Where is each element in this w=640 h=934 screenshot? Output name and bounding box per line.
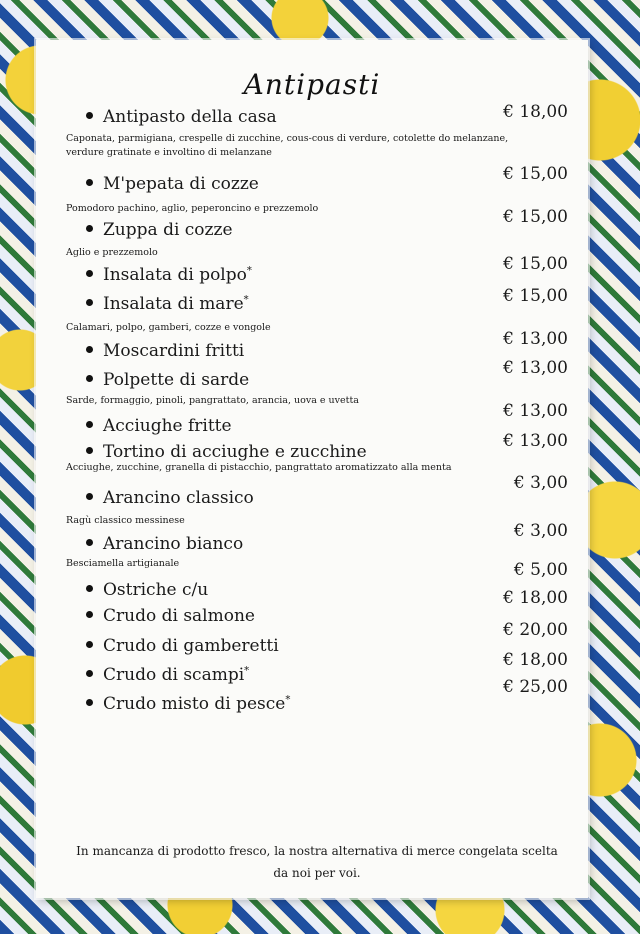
item-price: € 15,00 <box>503 286 568 306</box>
menu-item <box>86 416 232 436</box>
item-price: € 3,00 <box>513 521 568 541</box>
item-description: Acciughe, zucchine, granella di pistacchio, pangrattato aromatizzato alla menta <box>66 462 452 473</box>
item-name: Moscardini fritti <box>103 341 245 361</box>
menu-page <box>36 40 588 898</box>
bullet-icon <box>86 539 93 546</box>
bullet-icon <box>86 421 93 428</box>
item-price: € 15,00 <box>503 254 568 274</box>
item-price: € 13,00 <box>503 358 568 378</box>
item-name: Insalata di polpo <box>103 265 247 285</box>
menu-item <box>86 442 367 462</box>
item-price: € 20,00 <box>503 620 568 640</box>
bullet-icon <box>86 670 93 677</box>
item-name: Crudo di gamberetti <box>103 636 279 656</box>
menu-item <box>86 488 254 508</box>
item-price: € 15,00 <box>503 164 568 184</box>
item-name: Arancino classico <box>103 488 254 508</box>
item-name: Polpette di sarde <box>103 370 250 390</box>
menu-item: Insalata di mare* <box>86 294 249 314</box>
item-description: Calamari, polpo, gamberi, cozze e vongole <box>66 322 271 333</box>
item-price: € 25,00 <box>503 677 568 697</box>
item-name: Acciughe fritte <box>103 416 232 436</box>
item-description: Pomodoro pachino, aglio, peperoncino e prezzemolo <box>66 203 319 214</box>
item-description: Besciamella artigianale <box>66 558 180 569</box>
bullet-icon <box>86 611 93 618</box>
item-price: € 18,00 <box>503 102 568 122</box>
menu-item <box>86 370 249 390</box>
bullet-icon <box>86 112 93 119</box>
menu-item <box>86 341 244 361</box>
item-name: Tortino di acciughe e zucchine <box>103 442 367 462</box>
menu-item: Insalata di polpo* <box>86 265 252 285</box>
item-price: € 13,00 <box>503 401 568 421</box>
bullet-icon <box>86 375 93 382</box>
bullet-icon <box>86 346 93 353</box>
bullet-icon <box>86 699 93 706</box>
item-price: € 18,00 <box>503 650 568 670</box>
bullet-icon <box>86 225 93 232</box>
item-name: Ostriche c/u <box>103 580 209 600</box>
item-name: Antipasto della casa <box>103 107 277 127</box>
item-price: € 13,00 <box>503 329 568 349</box>
item-name: Crudo misto di pesce <box>103 694 286 714</box>
item-description: Ragù classico messinese <box>66 515 185 526</box>
menu-item <box>86 534 243 554</box>
item-price: € 5,00 <box>513 560 568 580</box>
item-price: € 18,00 <box>503 588 568 608</box>
menu-item <box>86 606 255 626</box>
bullet-icon <box>86 299 93 306</box>
frozen-product-note: In mancanza di prodotto fresco, la nostra alternativa di merce congelata scelta da noi per voi. <box>76 844 558 880</box>
menu-item <box>86 174 259 194</box>
bullet-icon <box>86 585 93 592</box>
bullet-icon <box>86 270 93 277</box>
bullet-icon <box>86 493 93 500</box>
menu-item <box>86 107 277 127</box>
menu-title: Antipasti <box>243 68 381 101</box>
item-name: M'pepata di cozze <box>103 174 259 194</box>
menu-item: Crudo misto di pesce* <box>86 694 290 714</box>
item-name: Crudo di salmone <box>103 606 255 626</box>
item-description: Caponata, parmigiana, crespelle di zucchine, cous-cous di verdure, cotolette do melanzane, verdure gratinate e involtino di melanzane <box>66 133 509 158</box>
item-description: Aglio e prezzemolo <box>66 247 158 258</box>
item-name: Arancino bianco <box>103 534 244 554</box>
menu-item <box>86 636 279 656</box>
item-name: Insalata di mare <box>103 294 244 314</box>
item-description: Sarde, formaggio, pinoli, pangrattato, arancia, uova e uvetta <box>66 395 359 406</box>
item-price: € 3,00 <box>513 473 568 493</box>
bullet-icon <box>86 641 93 648</box>
item-price: € 13,00 <box>503 431 568 451</box>
item-name: Zuppa di cozze <box>103 220 233 240</box>
menu-item: Crudo di scampi* <box>86 665 249 685</box>
menu-item <box>86 220 233 240</box>
bullet-icon <box>86 179 93 186</box>
bullet-icon <box>86 447 93 454</box>
menu-item <box>86 580 208 600</box>
item-name: Crudo di scampi <box>103 665 245 685</box>
item-price: € 15,00 <box>503 207 568 227</box>
